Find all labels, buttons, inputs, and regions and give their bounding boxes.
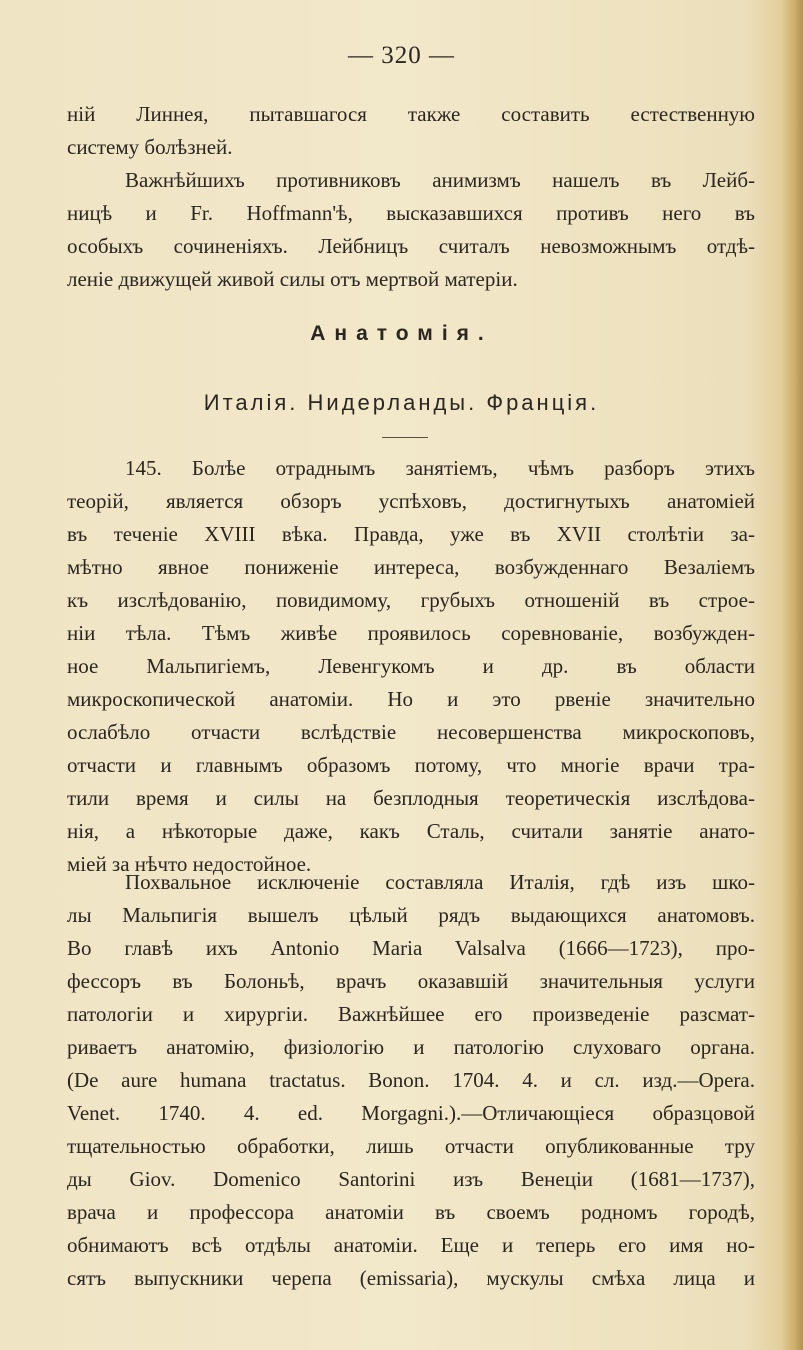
text-line: особыхъ сочиненіяхъ. Лейбницъ считалъ невозможнымъ отдѣ- — [67, 234, 755, 258]
text-line: мѣтно явное пониженіе интереса, возбужденнаго Везаліемъ — [67, 555, 755, 579]
text-line: ній Линнея, пытавшагося также составить естественную — [67, 102, 755, 126]
text-line: риваетъ анатомію, физіологію и патологію слуховаго органа. — [67, 1035, 755, 1059]
text-line: теорій, является обзоръ успѣховъ, достигнутыхъ анатоміей — [67, 489, 755, 513]
text-line: врача и профессора анатоміи въ своемъ родномъ городѣ, — [67, 1200, 755, 1224]
text-line: тили время и силы на безплодныя теоретическія изслѣдова- — [67, 786, 755, 810]
text-line: тщательностью обработки, лишь отчасти опубликованные тру — [67, 1134, 755, 1158]
text-line: лы Мальпигія вышелъ цѣлый рядъ выдающихся анатомовъ. — [67, 903, 755, 927]
text-line: 145. Болѣе отраднымъ занятіемъ, чѣмъ разборъ этихъ — [125, 456, 755, 480]
heading-divider — [382, 437, 428, 438]
text-line: Важнѣйшихъ противниковъ анимизмъ нашелъ въ Лейб- — [125, 168, 755, 192]
page-number: — 320 — — [348, 42, 455, 69]
text-line: Во главѣ ихъ Antonio Maria Valsalva (1666—1723), про- — [67, 936, 755, 960]
text-line: Похвальное исключеніе составляла Италія, гдѣ изъ шко- — [125, 870, 755, 894]
text-line: ніи тѣла. Тѣмъ живѣе проявилось соревнованіе, возбужден- — [67, 621, 755, 645]
text-line: обнимаютъ всѣ отдѣлы анатоміи. Еще и теперь его имя но- — [67, 1233, 755, 1257]
text-line: ное Мальпигіемъ, Левенгукомъ и др. въ области — [67, 654, 755, 678]
section-heading: Анатомія. — [310, 322, 493, 345]
text-line: міей за нѣчто недостойное. — [67, 852, 312, 876]
text-line: сятъ выпускники черепа (emissaria), мускулы смѣха лица и — [67, 1266, 755, 1290]
text-line: ды Giov. Domenico Santorini изъ Венеціи (1681—1737), — [67, 1167, 755, 1191]
text-line: ослабѣло отчасти вслѣдствіе несовершенства микроскоповъ, — [67, 720, 755, 744]
text-line: леніе движущей живой силы отъ мертвой матеріи. — [67, 267, 518, 291]
text-line: отчасти и главнымъ образомъ потому, что многіе врачи тра- — [67, 753, 755, 777]
text-line: систему болѣзней. — [67, 135, 233, 159]
text-line: фессоръ въ Болоньѣ, врачъ оказавшій значительныя услуги — [67, 969, 755, 993]
text-line: (De aure humana tractatus. Bonon. 1704. 4. и сл. изд.—Opera. — [67, 1068, 755, 1092]
page-edge-shadow — [781, 0, 803, 1350]
text-line: къ изслѣдованію, повидимому, грубыхъ отношеній въ строе- — [67, 588, 755, 612]
text-line: микроскопической анатоміи. Но и это рвеніе значительно — [67, 687, 755, 711]
text-line: ницѣ и Fr. Hoffmann'ѣ, высказавшихся противъ него въ — [67, 201, 755, 225]
italy-paragraph — [67, 866, 755, 1295]
leibniz-paragraph — [67, 164, 755, 296]
paragraph-145 — [67, 452, 755, 881]
subsection-heading: Италія. Нидерланды. Франція. — [203, 390, 600, 415]
text-line: Venet. 1740. 4. ed. Morgagni.).—Отличающіеся образцовой — [67, 1101, 755, 1125]
intro-paragraph — [67, 98, 755, 164]
text-line: патологіи и хирургіи. Важнѣйшее его произведеніе разсмат- — [67, 1002, 755, 1026]
text-line: нія, а нѣкоторые даже, какъ Сталь, считали занятіе анато- — [67, 819, 755, 843]
text-line: въ теченіе XVIII вѣка. Правда, уже въ XVII столѣтіи за- — [67, 522, 755, 546]
